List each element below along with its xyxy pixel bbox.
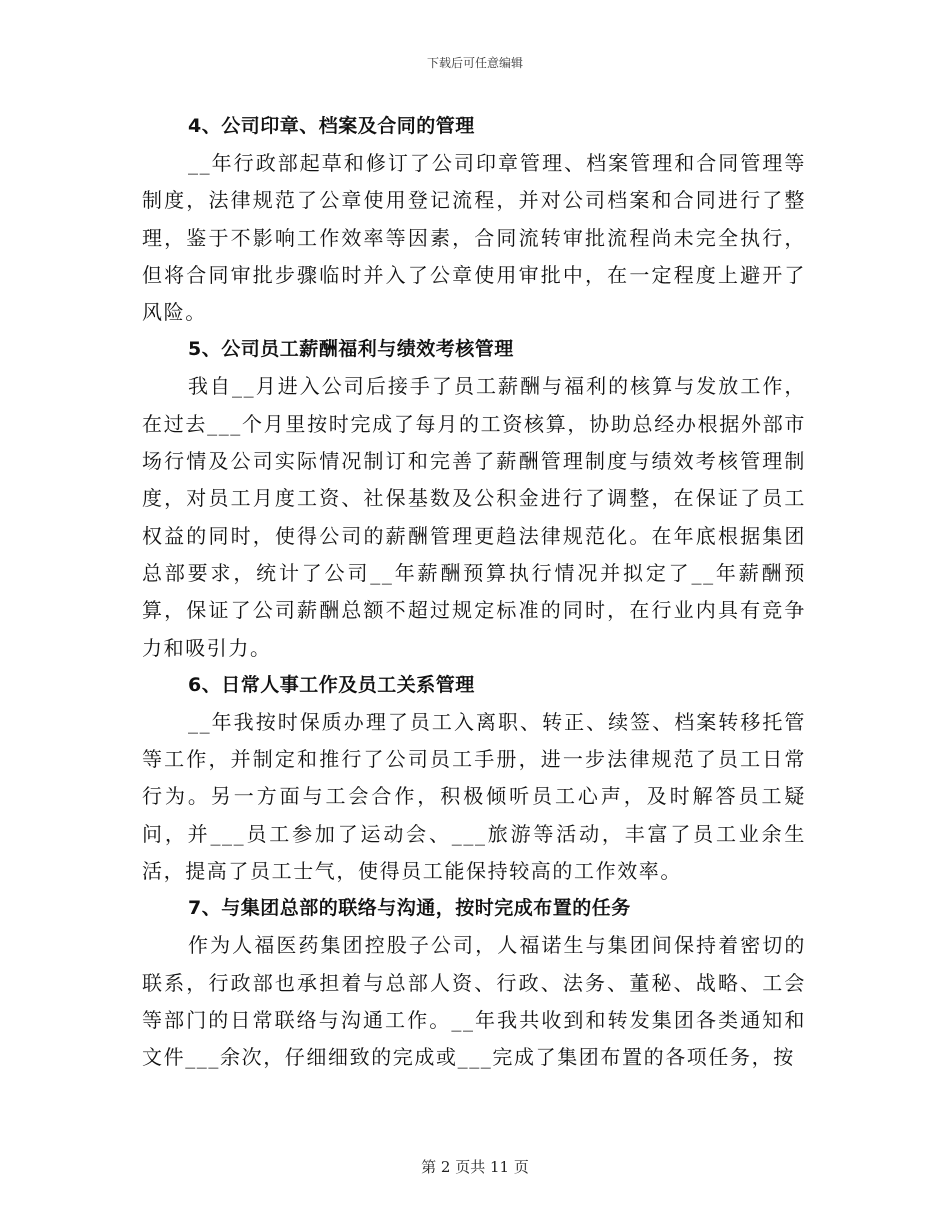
document-body	[142, 108, 806, 1077]
section-heading-6: 6、日常人事工作及员工关系管理	[188, 673, 475, 696]
section-body-6: __年我按时保质办理了员工入离职、转正、续签、档案转移托管等工作，并制定和推行了公司员工手册，进一步法律规范了员工日常行为。另一方面与工会合作，积极倾听员工心声，及时解答员工疑问，并___员工参加了运动会、___旅游等活动，丰富了员工业余生活，提高了员工士气，使得员工能保持较高的工作效率。	[142, 709, 806, 884]
page-footer: 第 2 页共 11 页	[421, 1158, 529, 1176]
page-header: 下载后可任意编辑	[426, 56, 523, 70]
section-heading-4: 4、公司印章、档案及合同的管理	[188, 115, 475, 137]
section-body-4: __年行政部起草和修订了公司印章管理、档案管理和合同管理等制度，法律规范了公章使用登记流程，并对公司档案和合同进行了整理，鉴于不影响工作效率等因素，合同流转审批流程尚未完全执行，但将合同审批步骤临时并入了公章使用审批中，在一定程度上避开了风险。	[142, 151, 806, 325]
section-heading-5: 5、公司员工薪酬福利与绩效考核管理	[188, 338, 514, 361]
section-body-5: 我自__月进入公司后接手了员工薪酬与福利的核算与发放工作，在过去___个月里按时完成了每月的工资核算，协助总经办根据外部市场行情及公司实际情况制订和完善了薪酬管理制度与绩效考核管理制度，对员工月度工资、社保基数及公积金进行了调整，在保证了员工权益的同时，使得公司的薪酬管理更趋法律规范化。在年底根据集团总部要求，统计了公司__年薪酬预算执行情况并拟定了__年薪酬预算，保证了公司薪酬总额不超过规定标准的同时，在行业内具有竞争力和吸引力。	[142, 374, 806, 660]
section-body-7: 作为人福医药集团控股子公司，人福诺生与集团间保持着密切的联系，行政部也承担着与总部人资、行政、法务、董秘、战略、工会等部门的日常联络与沟通工作。__年我共收到和转发集团各类通知和文件___余次，仔细细致的完成或___完成了集团布置的各项任务，按	[142, 933, 806, 1070]
section-heading-7: 7、与集团总部的联络与沟通，按时完成布置的任务	[188, 897, 631, 920]
